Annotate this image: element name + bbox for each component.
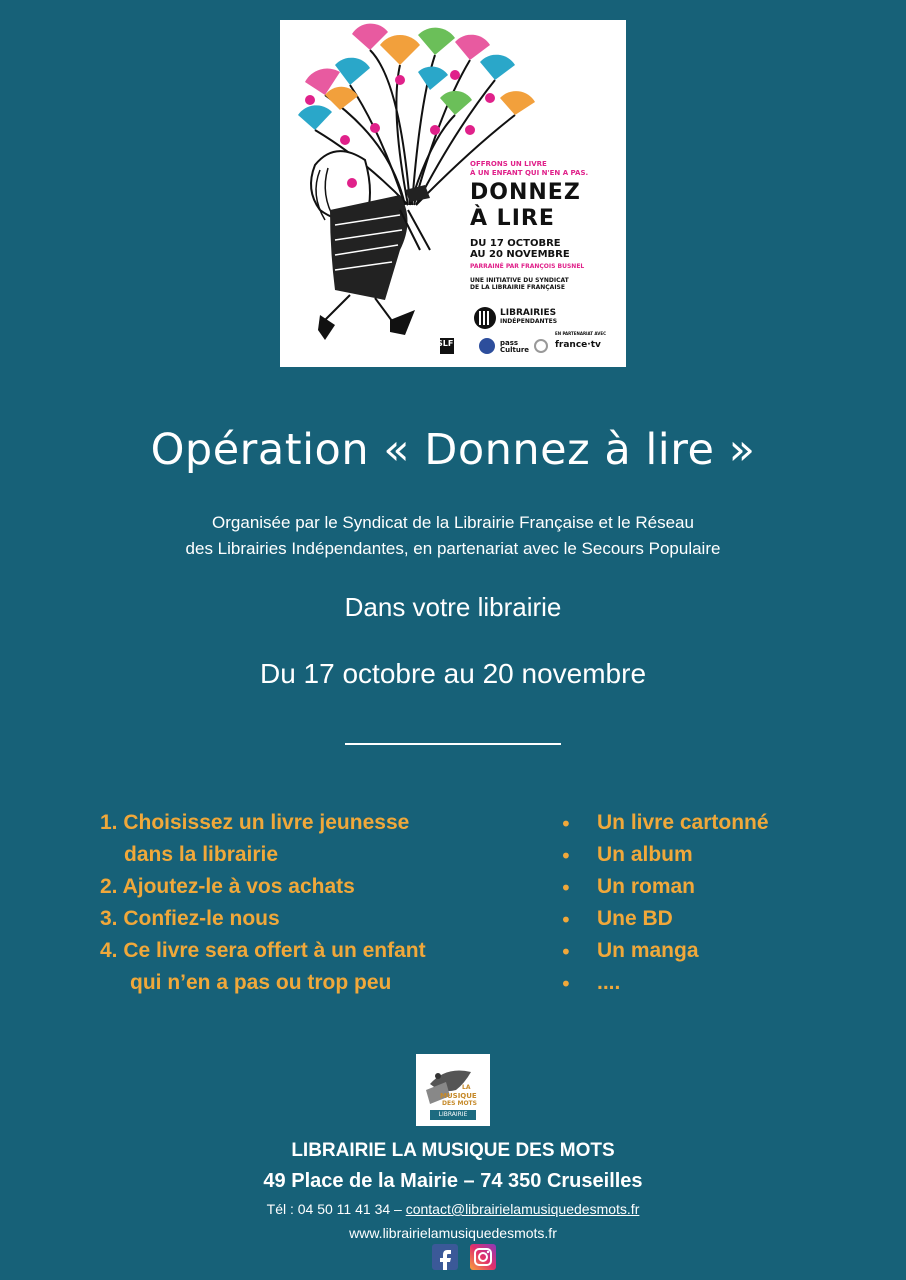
contact-line xyxy=(0,1201,906,1217)
step-4-continued: qui n’en a pas ou trop peu xyxy=(130,971,392,994)
facebook-icon-glyph xyxy=(432,1244,458,1270)
phone-text: Tél : 04 50 11 41 34 – xyxy=(266,1201,406,1217)
email-link[interactable]: contact@librairielamusiquedesmots.fr xyxy=(405,1201,640,1217)
poster-slf-logo: SLF xyxy=(437,339,454,348)
bookshop-name: LIBRAIRIE LA MUSIQUE DES MOTS xyxy=(291,1140,615,1161)
poster-partner-note: EN PARTENARIAT AVEC xyxy=(555,331,606,336)
book-type-item: Un livre cartonné xyxy=(597,811,769,834)
bookshop-address: 49 Place de la Mairie – 74 350 Cruseilles xyxy=(263,1170,643,1192)
instagram-icon[interactable] xyxy=(470,1244,496,1270)
logo-text-3: DES MOTS xyxy=(442,1100,477,1107)
facebook-icon[interactable] xyxy=(432,1244,458,1270)
logo-text-2: MUSIQUE xyxy=(440,1092,477,1100)
book-type-item: .... xyxy=(597,971,621,994)
website-text[interactable]: www.librairielamusiquedesmots.fr xyxy=(349,1225,557,1241)
bullet-icon: • xyxy=(560,972,572,996)
book-type-item: Un manga xyxy=(597,939,699,962)
logo-text-1: LA xyxy=(462,1084,471,1091)
poster-libraries-1: LIBRAIRIES xyxy=(500,308,557,318)
step-2: 2. Ajoutez-le à vos achats xyxy=(100,875,355,898)
book-type-item: Un album xyxy=(597,843,693,866)
step-3: 3. Confiez-le nous xyxy=(100,907,280,930)
campaign-poster xyxy=(280,20,626,367)
logo-text-4: LIBRAIRIE xyxy=(430,1110,476,1120)
bullet-icon: • xyxy=(560,812,572,836)
bullet-icon: • xyxy=(560,844,572,868)
organizers-line-1: Organisée par le Syndicat de la Librairie Française et le Réseau xyxy=(212,513,694,532)
location-heading: Dans votre librairie xyxy=(344,592,562,622)
book-type-item: Une BD xyxy=(597,907,673,930)
poster-headline-1: DONNEZ xyxy=(470,180,581,205)
step-1-continued: dans la librairie xyxy=(124,843,279,866)
poster-tagline-1: OFFRONS UN LIVRE xyxy=(470,160,547,168)
bullet-icon: • xyxy=(560,908,572,932)
organizers-line-2: des Librairies Indépendantes, en partenariat avec le Secours Populaire xyxy=(185,539,721,558)
poster-libraries-2: INDÉPENDANTES xyxy=(500,318,558,325)
organizers-text xyxy=(0,510,906,562)
divider xyxy=(345,743,561,745)
instagram-icon-glyph xyxy=(470,1244,496,1270)
poster-dates-1: DU 17 OCTOBRE xyxy=(470,238,561,249)
bullet-icon: • xyxy=(560,876,572,900)
book-type-item: Un roman xyxy=(597,875,696,898)
step-1: 1. Choisissez un livre jeunesse xyxy=(100,811,410,834)
poster-sponsor: PARRAINÉ PAR FRANÇOIS BUSNEL xyxy=(470,263,585,270)
poster-dates-2: AU 20 NOVEMBRE xyxy=(470,249,570,260)
step-4: 4. Ce livre sera offert à un enfant xyxy=(100,939,426,962)
poster-pass-culture: pass Culture xyxy=(500,339,530,354)
dates-heading: Du 17 octobre au 20 novembre xyxy=(259,658,647,689)
poster-tagline-2: À UN ENFANT QUI N'EN A PAS. xyxy=(470,169,589,177)
poster-headline-2: À LIRE xyxy=(470,206,555,231)
bookshop-logo xyxy=(416,1054,490,1126)
bullet-icon: • xyxy=(560,940,572,964)
poster-initiative-2: DE LA LIBRAIRIE FRANÇAISE xyxy=(470,284,565,291)
poster-initiative-1: UNE INITIATIVE DU SYNDICAT xyxy=(470,277,569,284)
poster-francetv-logo: france·tv xyxy=(555,340,601,350)
page-title: Opération « Donnez à lire » xyxy=(150,425,756,475)
